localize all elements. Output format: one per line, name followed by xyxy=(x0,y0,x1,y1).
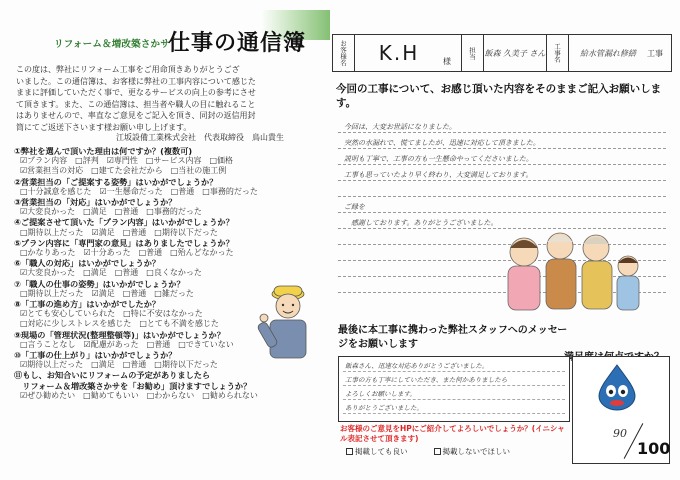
right-column xyxy=(328,6,674,474)
work-name-label: 工事名 xyxy=(547,35,569,71)
question-title: ⑦「職人の仕事の姿勢」はいかがでしょうか？ xyxy=(14,278,185,289)
question-options[interactable]: □十分誠意を感じた ☑一生懸命だった □普通 □事務的だった xyxy=(20,186,258,196)
customer-name-value[interactable]: K.H xyxy=(378,41,420,65)
satisfaction-max: 100 xyxy=(637,439,671,458)
question-options[interactable]: □期待以上だった ☑満足 □普通 □期待以下だった xyxy=(20,227,218,237)
question-options[interactable]: ☑プラン内容 □評判 ☑専門性 □サービス内容 □価格 xyxy=(20,156,234,166)
checkbox-icon[interactable] xyxy=(346,448,353,455)
water-drop-mascot-icon xyxy=(591,363,643,411)
intro-line: 筒にてご返送下さいます様お願い申し上げます。 xyxy=(16,122,192,132)
question-title: ⑥「職人の対応」はいかがでしょうか？ xyxy=(14,258,161,269)
consent-options xyxy=(346,446,576,457)
question-options[interactable]: ☑ぜひ勧めたい □勧めてもいい □わからない □勧められない xyxy=(20,390,258,400)
question-options[interactable]: □期待以上だった ☑満足 □普通 □雑だった xyxy=(20,288,194,298)
staff-message-box[interactable] xyxy=(338,356,570,422)
consent-question: お客様のご意見をHPにご紹介してよろしいでしょうか？(イニシャル表記させて頂きます) xyxy=(340,424,565,443)
question-options[interactable]: ☑営業担当の対応 □建てた会社だから □当社の施工例 xyxy=(20,166,227,176)
satisfaction-box[interactable] xyxy=(572,356,670,464)
question-title: ⑨現場の「管理状況(整理整頓等)」はいかがでしょうか？ xyxy=(14,329,225,340)
intro-line: て頂きます。また、この通信簿は、担当者や職人の目に触れること xyxy=(16,99,256,109)
staff-label: 担当 xyxy=(462,35,484,71)
consent-no-label: 掲載しないでほしい xyxy=(442,447,510,456)
opinion-handwriting: ご縁を xyxy=(344,203,365,211)
page-title: 仕事の通信簿 xyxy=(168,31,307,56)
staff-name-value[interactable]: 飯森 久美子 さん xyxy=(484,48,546,58)
question-title: ①弊社を選んで頂いた理由は何ですか？(複数可) xyxy=(14,146,193,156)
opinion-handwriting: 工事も思っていたより早く終わり、大変満足しております。 xyxy=(344,171,533,179)
question-title: リフォーム＆増改築さかサを「お勧め」頂けますでしょうか？ xyxy=(14,380,252,391)
satisfaction-score[interactable]: 90 xyxy=(613,427,627,440)
staff-message-prompt: 最後に本工事に携わった弊社スタッフへのメッセージをお願いします xyxy=(338,325,568,350)
question-title: ⑧「工事の進め方」はいかがでしたか？ xyxy=(14,299,161,310)
staff-handwriting: 工事の方も丁寧にしていただき、また何かありましたら xyxy=(345,376,508,384)
family-illustration xyxy=(496,222,646,314)
customer-honorific: 様 xyxy=(443,57,451,66)
worker-illustration xyxy=(256,274,320,364)
opinion-prompt: 今回の工事について、お感じ頂いた内容をそのままご記入お願いします。 xyxy=(336,83,662,109)
question-title: ⑤プラン内容に「専門家の意見」はありましたでしょうか？ xyxy=(14,237,234,248)
intro-line: この度は、弊社にリフォーム工事をご用命頂きありがとうござ xyxy=(16,65,240,74)
customer-name-label: お客様名 xyxy=(333,35,355,71)
intro-text xyxy=(16,64,326,133)
opinion-handwriting: 今回は、大変お世話になりました。 xyxy=(344,123,456,131)
brand-name: リフォーム＆増改築さかサ xyxy=(54,39,170,50)
consent-yes-option[interactable] xyxy=(346,446,408,457)
question-title: ④ご提案させて頂いた「プラン内容」はいかがでしょうか？ xyxy=(14,217,234,228)
opinion-handwriting: 感謝しております。ありがとうございました。 xyxy=(344,219,498,227)
question-options[interactable]: □言うことなし ☑配慮があった □普通 □できていない xyxy=(20,339,234,349)
question-title: ②営業担当の「ご提案する姿勢」はいかがでしょうか？ xyxy=(14,176,218,187)
question-options[interactable]: ☑大変良かった □満足 □普通 □事務的だった xyxy=(20,207,202,217)
staff-handwriting: 飯森さん、迅速な対応ありがとうございました。 xyxy=(345,362,489,370)
intro-line: はありませんので、率直なご意見をご記入を頂き、同封の返信用封 xyxy=(16,111,256,120)
opinion-handwriting: 突然の水漏れで、慌てましたが、迅速に対応して頂きました。 xyxy=(344,139,540,147)
staff-handwriting: よろしくお願いします。 xyxy=(345,390,416,398)
question-title: ③営業担当の「対応」はいかがでしょうか？ xyxy=(14,197,177,208)
intro-line: いました。この通信簿は、お客様に弊社の工事内容について感じた xyxy=(16,76,256,86)
company-signature: 江坂設備工業株式会社 代表取締役 鳥山貴生 xyxy=(116,133,284,142)
customer-info-box xyxy=(332,34,672,72)
left-column xyxy=(8,6,326,474)
question-options[interactable]: □対応に少しストレスを感じた □とても不満を感じた xyxy=(20,319,219,329)
intro-line: ままに評価していただく事で、更なるサービスの向上の参考にさせ xyxy=(16,88,256,97)
work-suffix: 工事 xyxy=(647,48,663,58)
consent-no-option[interactable] xyxy=(434,446,511,457)
question-options[interactable]: ☑期待以上だった □満足 □普通 □期待以下だった xyxy=(20,360,218,370)
opinion-handwriting: 説明も丁寧で、工事の方も一生懸命やってくださいました。 xyxy=(344,155,533,163)
question-title: ⑪もし、お知合いにリフォームの予定がありましたら xyxy=(14,370,211,381)
question-title: ⑩「工事の仕上がり」はいかがでしょうか？ xyxy=(14,350,177,361)
checkbox-icon[interactable] xyxy=(434,448,441,455)
consent-yes-label: 掲載しても良い xyxy=(355,447,408,456)
work-name-value[interactable]: 給水管漏れ修繕 xyxy=(580,48,636,58)
question-options[interactable]: □かなりあった ☑十分あった □普通 □殆んどなかった xyxy=(20,248,234,258)
staff-handwriting: ありがとうございました。 xyxy=(345,404,423,412)
question-options[interactable]: ☑大変良かった □満足 □普通 □良くなかった xyxy=(20,268,202,278)
question-options[interactable]: ☑とても安心していられた □特に不安はなかった xyxy=(20,309,203,319)
